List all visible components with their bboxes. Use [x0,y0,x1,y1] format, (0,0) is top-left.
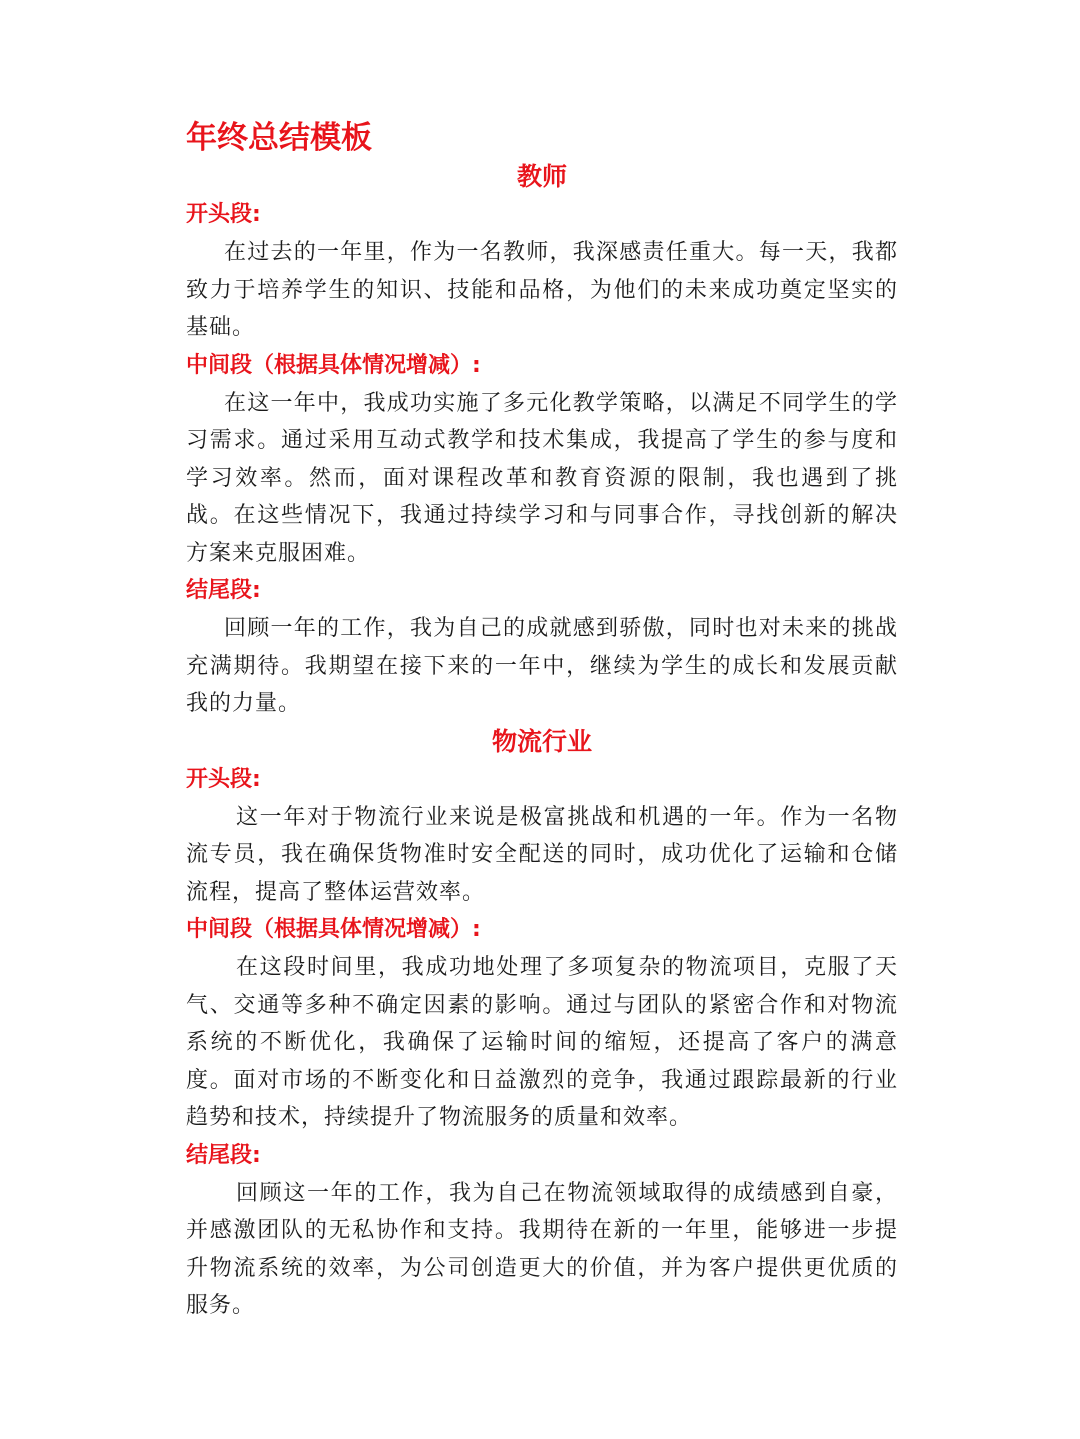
middle-heading-teacher: 中间段（根据具体情况增减）: [186,352,481,378]
opening-heading-logistics: 开头段: [186,766,261,792]
middle-paragraph-logistics: 在这段时间里，我成功地处理了多项复杂的物流项目，克服了天气、交通等多种不确定因素的影响。通过与团队的紧密合作和对物流系统的不断优化，我确保了运输时间的缩短，还提高了客户的满意度。面对市场的不断变化和日益激烈的竞争，我通过跟踪最新的行业趋势和技术，持续提升了物流服务的质量和效率。 [186,955,898,1130]
section-title-logistics: 物流行业 [491,726,592,756]
opening-paragraph-teacher: 在过去的一年里，作为一名教师，我深感责任重大。每一天，我都致力于培养学生的知识、技能和品格，为他们的未来成功奠定坚实的基础。 [186,240,898,340]
closing-paragraph-logistics: 回顾这一年的工作，我为自己在物流领域取得的成绩感到自豪，并感激团队的无私协作和支持。我期待在新的一年里，能够进一步提升物流系统的效率，为公司创造更大的价值，并为客户提供更优质的服务。 [186,1180,898,1318]
section-logistics [186,723,898,1325]
closing-heading-logistics: 结尾段: [186,1142,261,1168]
closing-heading-teacher: 结尾段: [186,578,261,603]
middle-heading-logistics: 中间段（根据具体情况增减）: [186,917,481,942]
document-title: 年终总结模板 [186,120,372,156]
document-page [186,118,898,1325]
section-teacher [186,158,898,723]
middle-paragraph-teacher: 在这一年中，我成功实施了多元化教学策略，以满足不同学生的学习需求。通过采用互动式教学和技术集成，我提高了学生的参与度和学习效率。然而，面对课程改革和教育资源的限制，我也遇到了挑战。在这些情况下，我通过持续学习和与同事合作，寻找创新的解决方案来克服困难。 [186,390,898,566]
opening-paragraph-logistics: 这一年对于物流行业来说是极富挑战和机遇的一年。作为一名物流专员，我在确保货物准时安全配送的同时，成功优化了运输和仓储流程，提高了整体运营效率。 [186,804,898,905]
closing-paragraph-teacher: 回顾一年的工作，我为自己的成就感到骄傲，同时也对未来的挑战充满期待。我期望在接下来的一年中，继续为学生的成长和发展贡献我的力量。 [186,616,898,716]
section-title-teacher: 教师 [516,162,567,191]
opening-heading-teacher: 开头段: [186,202,261,227]
